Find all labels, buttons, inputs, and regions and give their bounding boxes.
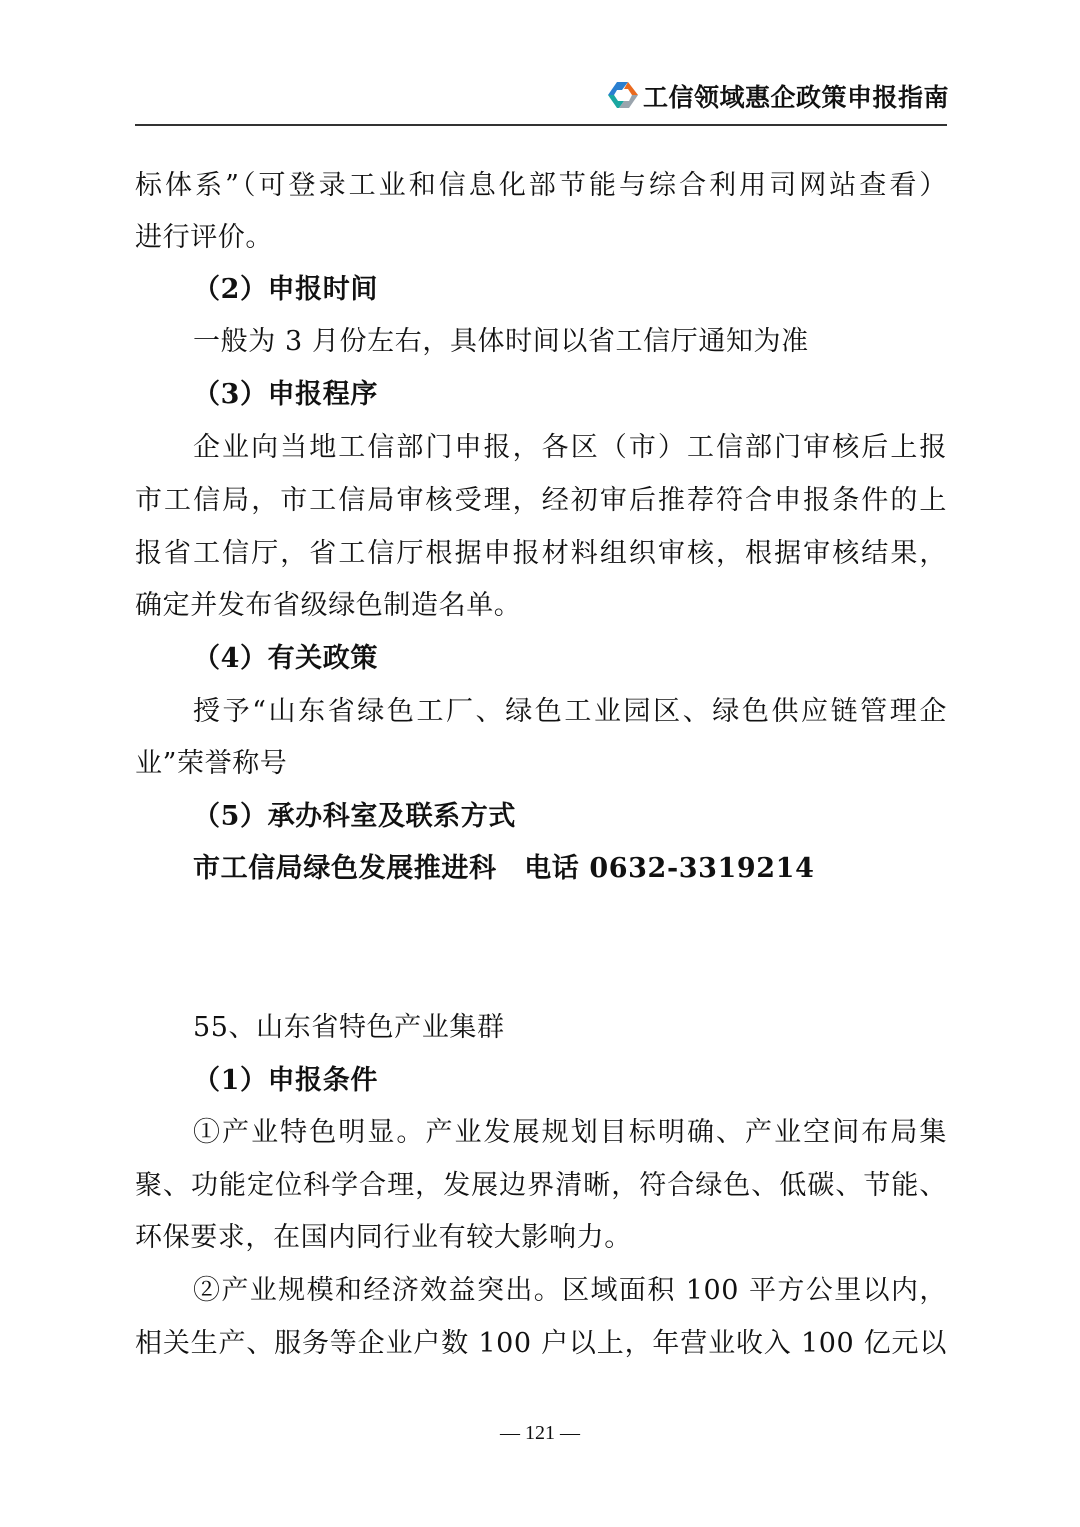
paragraph-line: 聚、功能定位科学合理，发展边界清晰，符合绿色、低碳、节能、 (135, 1170, 947, 1201)
paragraph-line: 授予“山东省绿色工厂、绿色工业园区、绿色供应链管理企 (193, 696, 947, 727)
paragraph-line: 企业向当地工信部门申报，各区（市）工信部门审核后上报 (193, 432, 947, 463)
subsection-heading-conditions: （1）申报条件 (193, 1065, 378, 1096)
paragraph-line: 环保要求，在国内同行业有较大影响力。 (135, 1222, 632, 1253)
contact-info: 市工信局绿色发展推进科 电话 0632-3319214 (193, 853, 815, 884)
paragraph-line: 市工信局，市工信局审核受理，经初审后推荐符合申报条件的上 (135, 485, 947, 516)
subsection-heading-time: （2）申报时间 (193, 274, 378, 305)
header-title: 工信领域惠企政策申报指南 (643, 83, 950, 112)
paragraph-line: 一般为 3 月份左右，具体时间以省工信厅通知为准 (193, 326, 809, 357)
paragraph-line: 相关生产、服务等企业户数 100 户以上，年营业收入 100 亿元以 (135, 1328, 947, 1359)
paragraph-line: ①产业特色明显。产业发展规划目标明确、产业空间布局集 (193, 1117, 947, 1148)
page-header (0, 0, 1080, 130)
paragraph-line: 报省工信厅，省工信厅根据申报材料组织审核，根据审核结果， (135, 538, 947, 569)
paragraph-line: 进行评价。 (135, 222, 273, 253)
paragraph-line: 业”荣誉称号 (135, 748, 288, 779)
header-divider (135, 124, 947, 126)
subsection-heading-contact: （5）承办科室及联系方式 (193, 801, 516, 832)
section-title: 55、山东省特色产业集群 (193, 1012, 505, 1043)
subsection-heading-policy: （4）有关政策 (193, 643, 378, 674)
paragraph-line: 确定并发布省级绿色制造名单。 (135, 590, 522, 621)
brand-logo-icon (606, 79, 640, 111)
page-number: — 121 — (500, 1422, 580, 1444)
paragraph-line: 标体系”（可登录工业和信息化部节能与综合利用司网站查看） (135, 170, 947, 201)
paragraph-line: ②产业规模和经济效益突出。区域面积 100 平方公里以内， (193, 1275, 947, 1306)
subsection-heading-procedure: （3）申报程序 (193, 379, 378, 410)
